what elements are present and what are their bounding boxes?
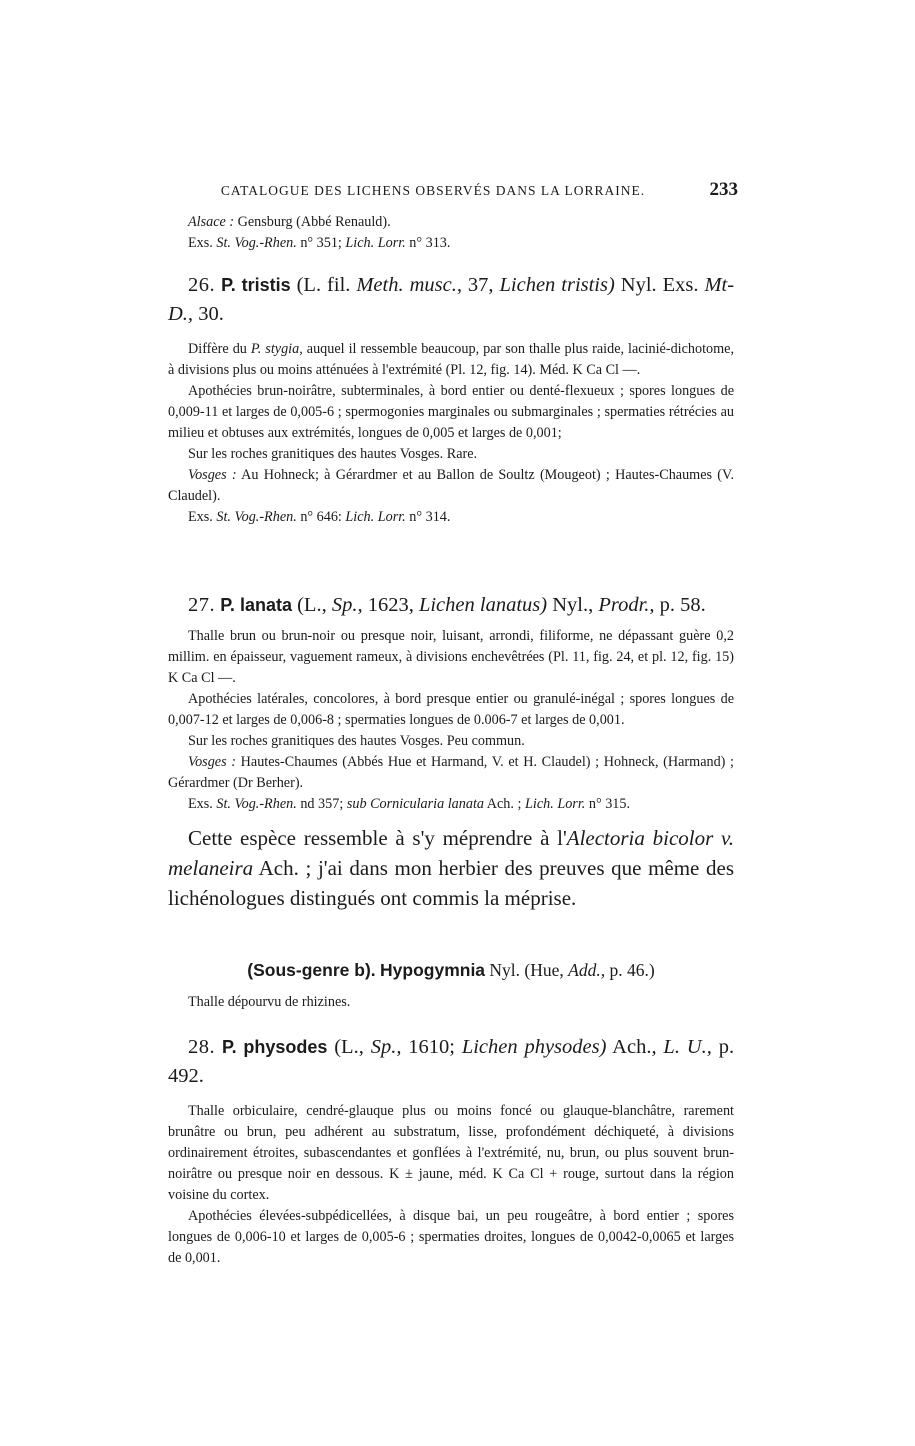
exs-title: Lich. Lorr.: [345, 509, 406, 525]
exs-number: n° 313.: [409, 235, 451, 251]
exs-sub-name: sub Cornicularia lanata: [346, 796, 484, 812]
species-reference: Alectoria bicolor v. melaneira: [168, 826, 734, 880]
running-header: [168, 179, 738, 200]
authority: (L. fil.: [296, 274, 351, 296]
exs-title: Lich. Lorr.: [345, 235, 406, 251]
reference-title: Sp.,: [331, 594, 363, 616]
description-paragraph: Thalle brun ou brun-noir ou presque noir, luisant, arrondi, filiforme, ne dépassant guère 0,2 millim. en épaisseur, vaguement rameux, à divisions enchevêtrées (Pl. 11, fig. 24, et pl. 12, fig. 15) K Ca Cl —.: [168, 628, 734, 686]
reference-title: Mt-D.,: [168, 274, 735, 325]
vosges-localities: [168, 465, 734, 507]
locality-text: Au Hohneck; à Gérardmer et au Ballon de Soultz (Mougeot) ; Hautes-Chaumes (V. Claudel).: [168, 467, 734, 504]
reference-number: p. 46.): [609, 960, 655, 980]
subgenus-description: Thalle dépourvu de rhizines.: [188, 994, 351, 1010]
region-label: Alsace :: [188, 214, 235, 230]
species-name: P. lanata: [220, 595, 292, 615]
exs-number: n° 646:: [300, 509, 342, 525]
subgenus-name: Hypogymnia: [380, 960, 486, 980]
species-name: P. tristis: [221, 275, 291, 295]
exs-title: St. Vog.-Rhen.: [216, 509, 297, 525]
species-number: 26.: [188, 274, 216, 296]
species-heading: [168, 591, 734, 620]
exs-number: n° 315.: [588, 796, 631, 812]
region-label: Vosges :: [188, 754, 236, 770]
authority: (L.,: [297, 594, 327, 616]
exsiccata-line: [168, 233, 734, 254]
text: Cette espèce ressemble à s'y méprendre à l': [188, 826, 567, 850]
exsiccata-line: [168, 507, 734, 528]
authority: (L.,: [334, 1036, 364, 1058]
habitat-line: Sur les roches granitiques des hautes Vosges. Peu commun.: [188, 733, 525, 749]
exs-title: St. Vog.-Rhen.: [216, 235, 297, 251]
subgenus-section: [168, 960, 734, 1013]
reference-number: 30.: [198, 303, 224, 325]
description-paragraph: Apothécies latérales, concolores, à bord presque entier ou granulé-inégal ; spores longues de 0,007-12 et larges de 0,006-8 ; spermaties longues de 0.006-7 et larges de 0,001.: [168, 691, 734, 728]
exs-number: n° 314.: [409, 509, 451, 525]
authority: Ach.,: [612, 1036, 657, 1058]
exs-prefix: Exs.: [188, 235, 213, 251]
authority: Nyl.,: [552, 594, 594, 616]
exsiccata-line: [168, 794, 734, 815]
vosges-localities: [168, 752, 734, 794]
species-number: 27.: [188, 594, 216, 616]
reference-number: 37,: [467, 274, 494, 296]
reference-number: 1610;: [408, 1036, 455, 1058]
exs-number: n° 351;: [300, 235, 342, 251]
species-heading: [168, 1033, 734, 1091]
subgenus-heading: [168, 960, 734, 981]
habitat-line: Sur les roches granitiques des hautes Vosges. Rare.: [188, 446, 478, 462]
description-paragraph: [168, 339, 734, 381]
text: Ach. ; j'ai dans mon herbier des preuves que même des lichénologues distingués ont commis la méprise.: [168, 856, 735, 910]
locality-text: Gensburg (Abbé Renauld).: [237, 214, 391, 230]
page-number: 233: [709, 179, 738, 200]
description-paragraph: Thalle orbiculaire, cendré-glauque plus ou moins foncé ou glauque-blanchâtre, rarement brunâtre ou brun, peu adhérent au substratum, lisse, profondément déchiqueté, à divisions ordinairement étroites, subascendantes et gonflées à l'extrémité, nu, brun, ou plus souvent brun-noirâtre ou presque noir en dessous. K ± jaune, méd. K Ca Cl + rouge, surtout dans la région voisine du cortex.: [168, 1103, 734, 1203]
description-paragraph: Apothécies élevées-subpédicellées, à disque bai, un peu rougeâtre, à bord entier ; spores longues de 0,006-10 et larges de 0,005-6 ; spermaties droites, longues de 0,0042-0,0065 et larges de 0,001.: [168, 1208, 734, 1266]
species-reference: P. stygia,: [250, 341, 303, 357]
top-lines: [168, 212, 734, 254]
reference-title: Prodr.,: [598, 594, 655, 616]
authority: Ach. ;: [486, 796, 522, 812]
exs-number: nd 357;: [300, 796, 344, 812]
reference-number: p. 58.: [659, 594, 706, 616]
exs-title: Lich. Lorr.: [525, 796, 586, 812]
species-name: P. physodes: [221, 1037, 328, 1057]
synonym: Lichen lanatus): [418, 594, 548, 616]
reference-title: Meth. musc.,: [356, 274, 462, 296]
locality-text: Hautes-Chaumes (Abbés Hue et Harmand, V. et H. Claudel) ; Hohneck, (Harmand) ; Gérardmer (Dr Berher).: [168, 754, 734, 791]
authority: Nyl. (Hue,: [489, 960, 564, 980]
synonym: Lichen tristis): [499, 274, 615, 296]
entry-28: [168, 1033, 734, 1269]
reference-title: Add.,: [568, 960, 606, 980]
entry-27: [168, 591, 734, 913]
reference-title: Sp.,: [370, 1036, 402, 1058]
subgenus-label: (Sous-genre b).: [247, 960, 376, 980]
entry-26: [168, 271, 734, 528]
exs-prefix: Exs.: [188, 796, 213, 812]
exs-title: St. Vog.-Rhen.: [216, 796, 297, 812]
text: Diffère du: [188, 341, 247, 357]
authority: Nyl. Exs.: [620, 274, 699, 296]
description-paragraph: Apothécies brun-noirâtre, subterminales, à bord entier ou denté-flexueux ; spores longues de 0,009-11 et larges de 0,005-6 ; spermogonies marginales ou submarginales ; spermaties rétrécies au milieu et obtuses aux extrémités, longues de 0,005 et larges de 0,001;: [168, 383, 734, 441]
running-title: CATALOGUE DES LICHENS OBSERVÉS DANS LA LORRAINE.: [220, 183, 646, 198]
exs-prefix: Exs.: [188, 509, 213, 525]
reference-title: L. U.,: [663, 1036, 712, 1058]
reference-number: p. 492.: [168, 1036, 735, 1087]
added-note: [168, 823, 734, 913]
text: auquel il ressemble beaucoup, par son thalle plus raide, lacinié-dichotome, à divisions plus ou moins atténuées à l'extrémité (Pl. 12, fig. 14). Méd. K Ca Cl —.: [168, 341, 735, 378]
region-label: Vosges :: [188, 467, 237, 483]
reference-number: 1623,: [367, 594, 414, 616]
species-number: 28.: [188, 1036, 216, 1058]
alsace-line: [168, 212, 734, 233]
synonym: Lichen physodes): [461, 1036, 607, 1058]
species-heading: [168, 271, 734, 329]
